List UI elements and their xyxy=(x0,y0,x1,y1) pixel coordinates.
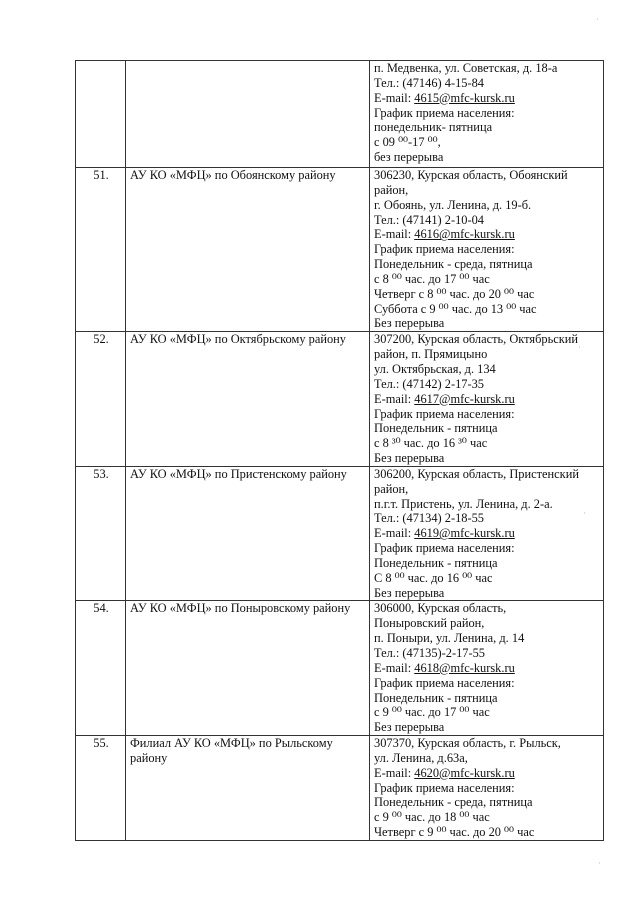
office-contacts xyxy=(370,601,604,736)
scan-speck: · xyxy=(583,508,586,518)
schedule-line: без перерыва xyxy=(374,150,444,165)
phone-line: Тел.: (47135)-2-17-55 xyxy=(374,646,486,660)
row-number: 52. xyxy=(76,332,126,467)
office-contacts xyxy=(370,168,604,332)
table-body xyxy=(76,61,604,841)
schedule-line: Понедельник - пятница xyxy=(374,690,498,705)
address-line: 306000, Курская область, xyxy=(374,601,507,616)
email-label: E-mail: xyxy=(374,90,415,105)
address-line: п.г.т. Пристень, ул. Ленина, д. 2-а. xyxy=(374,496,553,511)
row-number: 53. xyxy=(76,466,126,601)
scan-speck: · xyxy=(596,14,599,24)
email-label: E-mail: xyxy=(374,526,415,541)
office-name: АУ КО «МФЦ» по Октябрьскому району xyxy=(126,332,370,467)
office-contacts xyxy=(370,736,604,841)
schedule-line: Без перерыва xyxy=(374,316,445,331)
email-link[interactable]: 4619@mfc-kursk.ru xyxy=(414,526,515,541)
office-name: АУ КО «МФЦ» по Обоянскому району xyxy=(126,168,370,332)
schedule-line: Понедельник - среда, пятница xyxy=(374,257,533,272)
schedule-line: График приема населения: xyxy=(374,105,515,120)
address-line: 306200, Курская область, Пристенский xyxy=(374,466,579,481)
schedule-line: Четверг с 9 ⁰⁰ час. до 20 ⁰⁰ час xyxy=(374,825,535,840)
office-contacts xyxy=(370,332,604,467)
address-line: ул. Ленина, д.63а, xyxy=(374,750,468,765)
office-name xyxy=(126,61,370,168)
row-number: 51. xyxy=(76,168,126,332)
schedule-line: Понедельник - пятница xyxy=(374,421,498,436)
schedule-line: Суббота с 9 ⁰⁰ час. до 13 ⁰⁰ час xyxy=(374,301,537,316)
row-number: 55. xyxy=(76,736,126,841)
schedule-line: С 8 ⁰⁰ час. до 16 ⁰⁰ час xyxy=(374,570,493,585)
email-label: E-mail: xyxy=(374,391,415,406)
schedule-line: Без перерыва xyxy=(374,585,445,600)
schedule-line: Понедельник - среда, пятница xyxy=(374,795,533,810)
address-line: п. Медвенка, ул. Советская, д. 18-а xyxy=(374,61,558,75)
address-line: 306230, Курская область, Обоянский xyxy=(374,168,568,182)
email-label: E-mail: xyxy=(374,660,415,675)
phone-line: Тел.: (47141) 2-10-04 xyxy=(374,212,484,227)
email-line xyxy=(374,766,600,781)
address-line: 307200, Курская область, Октябрьский xyxy=(374,332,579,347)
schedule-line: График приема населения: xyxy=(374,675,515,690)
schedule-line: Без перерыва xyxy=(374,720,445,735)
office-name: Филиал АУ КО «МФЦ» по Рыльскому району xyxy=(126,736,370,841)
table-row xyxy=(76,332,604,467)
row-number xyxy=(76,61,126,168)
schedule-line: Понедельник - пятница xyxy=(374,555,498,570)
address-line: 307370, Курская область, г. Рыльск, xyxy=(374,736,561,751)
phone-line: Тел.: (47142) 2-17-35 xyxy=(374,376,484,391)
schedule-line: с 09 ⁰⁰-17 ⁰⁰, xyxy=(374,135,441,150)
table-row xyxy=(76,601,604,736)
address-line: п. Поныри, ул. Ленина, д. 14 xyxy=(374,631,525,646)
schedule-line: График приема населения: xyxy=(374,780,515,795)
schedule-line: График приема населения: xyxy=(374,406,515,421)
schedule-line: с 8 ⁰⁰ час. до 17 ⁰⁰ час xyxy=(374,271,490,286)
schedule-line: График приема населения: xyxy=(374,541,515,556)
email-line xyxy=(374,227,600,242)
schedule-line: График приема населения: xyxy=(374,242,515,257)
email-label: E-mail: xyxy=(374,227,415,242)
mfc-offices-table xyxy=(75,60,604,841)
schedule-line: с 9 ⁰⁰ час. до 17 ⁰⁰ час xyxy=(374,705,490,720)
address-line: район, п. Прямицыно xyxy=(374,347,488,362)
scan-speck: · xyxy=(578,342,581,352)
office-contacts xyxy=(370,61,604,168)
table-row xyxy=(76,736,604,841)
email-line xyxy=(374,661,600,676)
phone-line: Тел.: (47134) 2-18-55 xyxy=(374,511,484,526)
address-line: г. Обоянь, ул. Ленина, д. 19-б. xyxy=(374,197,532,212)
office-name: АУ КО «МФЦ» по Пристенскому району xyxy=(126,466,370,601)
office-name: АУ КО «МФЦ» по Поныровскому району xyxy=(126,601,370,736)
schedule-line: понедельник- пятница xyxy=(374,120,493,135)
schedule-line: с 8 ³⁰ час. до 16 ³⁰ час xyxy=(374,436,488,451)
address-line: Поныровский район, xyxy=(374,616,485,631)
email-link[interactable]: 4616@mfc-kursk.ru xyxy=(414,227,515,242)
email-line xyxy=(374,526,600,541)
schedule-line: Четверг с 8 ⁰⁰ час. до 20 ⁰⁰ час xyxy=(374,286,535,301)
address-line: район, xyxy=(374,182,409,197)
table-row xyxy=(76,61,604,168)
row-number: 54. xyxy=(76,601,126,736)
email-link[interactable]: 4620@mfc-kursk.ru xyxy=(414,765,515,780)
table-row xyxy=(76,466,604,601)
email-link[interactable]: 4615@mfc-kursk.ru xyxy=(414,90,515,105)
office-contacts xyxy=(370,466,604,601)
email-link[interactable]: 4617@mfc-kursk.ru xyxy=(414,391,515,406)
address-line: ул. Октябрьская, д. 134 xyxy=(374,361,496,376)
email-link[interactable]: 4618@mfc-kursk.ru xyxy=(414,660,515,675)
email-label: E-mail: xyxy=(374,765,415,780)
schedule-line: Без перерыва xyxy=(374,451,445,466)
email-line xyxy=(374,392,600,407)
phone-line: Тел.: (47146) 4-15-84 xyxy=(374,75,484,90)
address-line: район, xyxy=(374,481,409,496)
email-line xyxy=(374,91,600,106)
table-row xyxy=(76,168,604,332)
scan-speck: · xyxy=(598,858,601,868)
schedule-line: с 9 ⁰⁰ час. до 18 ⁰⁰ час xyxy=(374,810,490,825)
